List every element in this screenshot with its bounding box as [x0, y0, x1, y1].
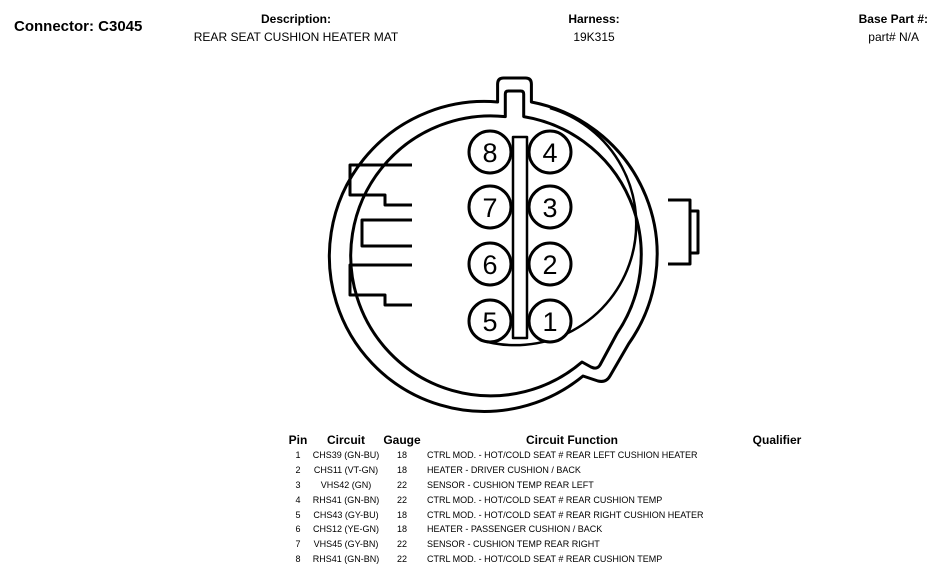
base-part-value: part# N/A	[868, 30, 919, 44]
cell-pin: 1	[295, 450, 301, 461]
cell-gauge: 22	[396, 479, 407, 490]
table-row	[284, 448, 837, 463]
center-divider	[513, 137, 527, 338]
table-row	[284, 463, 837, 478]
header-qualifier: Qualifier	[752, 432, 802, 447]
cell-circuit: RHS41 (GN-BN)	[312, 494, 380, 505]
cell-pin: 2	[295, 465, 301, 476]
table-row	[284, 522, 837, 537]
pin-cavity	[529, 300, 571, 342]
cell-circuit-function: SENSOR - CUSHION TEMP REAR LEFT	[427, 479, 594, 490]
header-circuit-function: Circuit Function	[526, 432, 618, 447]
pin-number: 8	[482, 138, 498, 168]
cell-circuit-function: CTRL MOD. - HOT/COLD SEAT # REAR CUSHION TEMP	[427, 553, 663, 564]
cell-circuit-function: CTRL MOD. - HOT/COLD SEAT # REAR RIGHT CUSHION HEATER	[427, 509, 704, 520]
pin-number: 7	[482, 193, 498, 223]
cell-pin: 4	[295, 494, 301, 505]
cell-pin: 6	[295, 524, 301, 535]
cell-qualifier	[717, 537, 837, 552]
header-gauge: Gauge	[383, 432, 421, 447]
cell-circuit-function: HEATER - DRIVER CUSHION / BACK	[427, 465, 581, 476]
cell-circuit: CHS11 (VT-GN)	[313, 465, 379, 476]
cell-qualifier	[717, 507, 837, 522]
harness-value: 19K315	[573, 30, 615, 44]
cell-gauge: 18	[396, 465, 407, 476]
table-row	[284, 478, 837, 493]
cell-qualifier	[717, 522, 837, 537]
pin-number: 3	[542, 193, 558, 223]
pin-number: 4	[542, 138, 558, 168]
pin-number: 1	[542, 307, 558, 337]
header-pin: Pin	[288, 432, 308, 447]
cell-pin: 3	[295, 479, 301, 490]
table-row	[284, 507, 837, 522]
pin-cavity	[469, 300, 511, 342]
pin-cavities	[469, 131, 571, 342]
harness-label: Harness:	[568, 12, 620, 26]
cell-pin: 7	[295, 539, 301, 550]
pin-cavity	[469, 131, 511, 173]
cell-qualifier	[717, 448, 837, 463]
left-latch-tabs	[350, 165, 412, 305]
cell-gauge: 22	[396, 494, 407, 505]
cell-gauge: 18	[396, 509, 407, 520]
cell-qualifier	[717, 552, 837, 567]
cell-circuit: VHS42 (GN)	[320, 479, 372, 490]
cell-gauge: 22	[396, 553, 407, 564]
base-part-label: Base Part #:	[858, 12, 928, 26]
header-circuit: Circuit	[326, 432, 365, 447]
cell-circuit: CHS39 (GN-BU)	[312, 450, 380, 461]
description-value: REAR SEAT CUSHION HEATER MAT	[193, 30, 399, 44]
right-latch	[668, 200, 698, 264]
cell-pin: 8	[295, 553, 301, 564]
table-row	[284, 552, 837, 567]
pin-cavity	[529, 186, 571, 228]
pin-table	[284, 431, 837, 566]
pin-number: 5	[482, 307, 498, 337]
cell-circuit-function: SENSOR - CUSHION TEMP REAR RIGHT	[427, 539, 600, 550]
cell-circuit: CHS43 (GY-BU)	[313, 509, 379, 520]
cell-gauge: 18	[396, 524, 407, 535]
table-header-row	[284, 431, 837, 448]
cell-gauge: 18	[396, 450, 407, 461]
cell-qualifier	[717, 492, 837, 507]
connector-title: Connector: C3045	[14, 18, 143, 35]
table-row	[284, 492, 837, 507]
cell-circuit: VHS45 (GY-BN)	[313, 539, 379, 550]
cell-circuit: CHS12 (YE-GN)	[312, 524, 379, 535]
cell-qualifier	[717, 463, 837, 478]
cell-circuit-function: CTRL MOD. - HOT/COLD SEAT # REAR LEFT CUSHION HEATER	[427, 450, 698, 461]
cell-gauge: 22	[396, 539, 407, 550]
pin-cavity	[469, 186, 511, 228]
table-row	[284, 537, 837, 552]
pin-cavity	[469, 243, 511, 285]
pin-number: 6	[482, 250, 498, 280]
pin-number: 2	[542, 250, 558, 280]
pin-cavity	[529, 243, 571, 285]
cell-circuit-function: CTRL MOD. - HOT/COLD SEAT # REAR CUSHION TEMP	[427, 494, 663, 505]
cell-pin: 5	[295, 509, 301, 520]
pin-cavity	[529, 131, 571, 173]
cell-circuit: RHS41 (GN-BN)	[312, 553, 380, 564]
cell-circuit-function: HEATER - PASSENGER CUSHION / BACK	[427, 524, 603, 535]
description-label: Description:	[260, 12, 332, 26]
cell-qualifier	[717, 478, 837, 493]
